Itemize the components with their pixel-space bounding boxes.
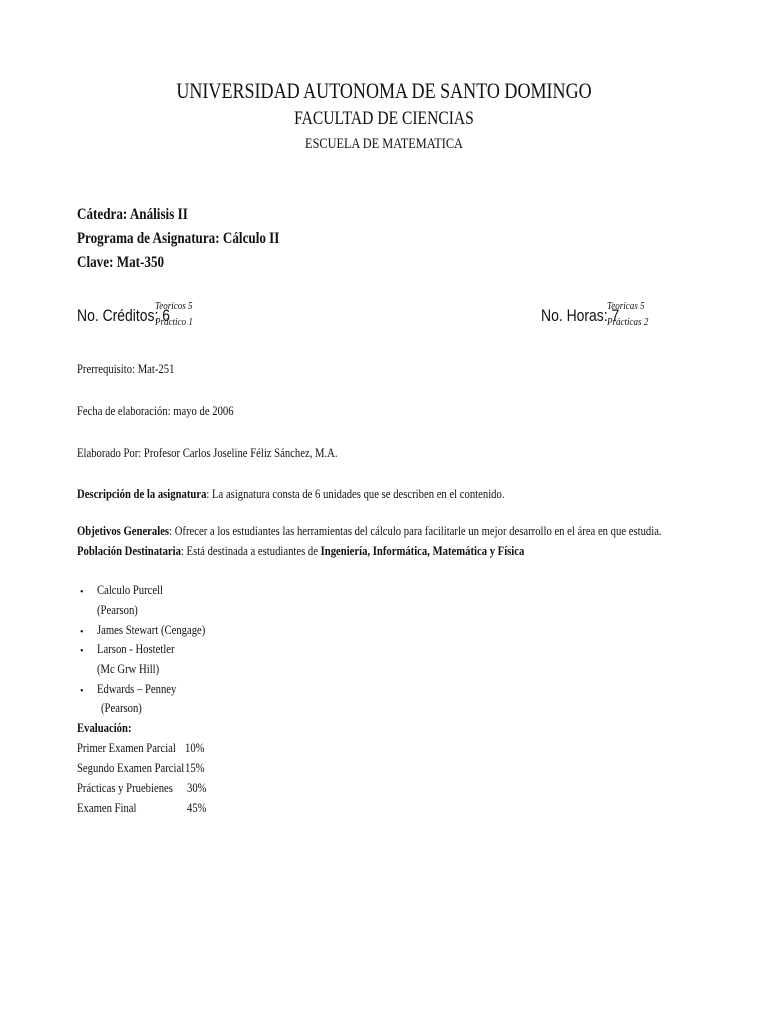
prerrequisito: Prerrequisito: Mat-251 bbox=[77, 361, 175, 376]
descripcion-label: Descripción de la asignatura bbox=[77, 486, 207, 501]
bullet-icon: • bbox=[80, 587, 84, 598]
university-title: UNIVERSIDAD AUTONOMA DE SANTO DOMINGO bbox=[176, 78, 592, 103]
bib-title: Edwards – Penney bbox=[97, 681, 177, 696]
poblacion-label: Población Destinataria bbox=[77, 543, 181, 558]
bullet-icon: • bbox=[80, 646, 84, 657]
bib-title: Larson - Hostetler bbox=[97, 641, 175, 656]
eval-item-value: 30% bbox=[187, 780, 207, 795]
eval-item-label: Primer Examen Parcial bbox=[77, 740, 176, 755]
eval-item-value: 15% bbox=[185, 760, 205, 775]
hours-label: No. Horas: 7 bbox=[541, 306, 620, 325]
eval-item-label: Examen Final bbox=[77, 800, 137, 815]
credits-label: No. Créditos: 6 bbox=[77, 306, 170, 325]
bullet-icon: • bbox=[80, 627, 84, 638]
eval-item-label: Segundo Examen Parcial bbox=[77, 760, 185, 775]
programa-line: Programa de Asignatura: Cálculo II bbox=[77, 230, 280, 247]
clave-line: Clave: Mat-350 bbox=[77, 254, 165, 271]
eval-item-value: 10% bbox=[185, 740, 205, 755]
hours-teoricas: Teoricas 5 bbox=[607, 300, 645, 312]
catedra-line: Cátedra: Análisis II bbox=[77, 206, 188, 223]
elaborado-por: Elaborado Por: Profesor Carlos Joseline Féliz Sánchez, M.A. bbox=[77, 445, 338, 460]
poblacion-line bbox=[77, 543, 524, 559]
objetivos-label: Objetivos Generales bbox=[77, 523, 170, 538]
objetivos-line bbox=[77, 523, 662, 539]
objetivos-text: : Ofrecer a los estudiantes las herramientas del cálculo para facilitarle un mejor desarrollo en el área en que estudia. bbox=[169, 523, 662, 538]
bib-title: Calculo Purcell bbox=[97, 582, 164, 597]
credits-practico: Práctico 1 bbox=[155, 316, 193, 328]
bib-publisher: (Mc Grw Hill) bbox=[97, 661, 160, 676]
faculty-title: FACULTAD DE CIENCIAS bbox=[294, 108, 474, 129]
eval-item-value: 45% bbox=[187, 800, 207, 815]
descripcion-line bbox=[77, 486, 504, 502]
bib-title: James Stewart (Cengage) bbox=[97, 622, 206, 637]
eval-item-label: Prácticas y Pruebienes bbox=[77, 780, 173, 795]
bib-publisher: (Pearson) bbox=[97, 602, 138, 617]
bib-publisher: (Pearson) bbox=[101, 700, 142, 715]
credits-teoricos: Teoricos 5 bbox=[155, 300, 193, 312]
poblacion-bold-text: Ingeniería, Informática, Matemática y Física bbox=[320, 543, 525, 558]
poblacion-text: : Está destinada a estudiantes de bbox=[180, 543, 321, 558]
school-title: ESCUELA DE MATEMATICA bbox=[305, 136, 463, 152]
hours-practicas: Prácticas 2 bbox=[607, 316, 649, 328]
descripcion-text: : La asignatura consta de 6 unidades que se describen en el contenido. bbox=[206, 486, 505, 501]
fecha-elaboracion: Fecha de elaboración: mayo de 2006 bbox=[77, 403, 234, 418]
evaluacion-title: Evaluación: bbox=[77, 720, 132, 735]
bullet-icon: • bbox=[80, 686, 84, 697]
